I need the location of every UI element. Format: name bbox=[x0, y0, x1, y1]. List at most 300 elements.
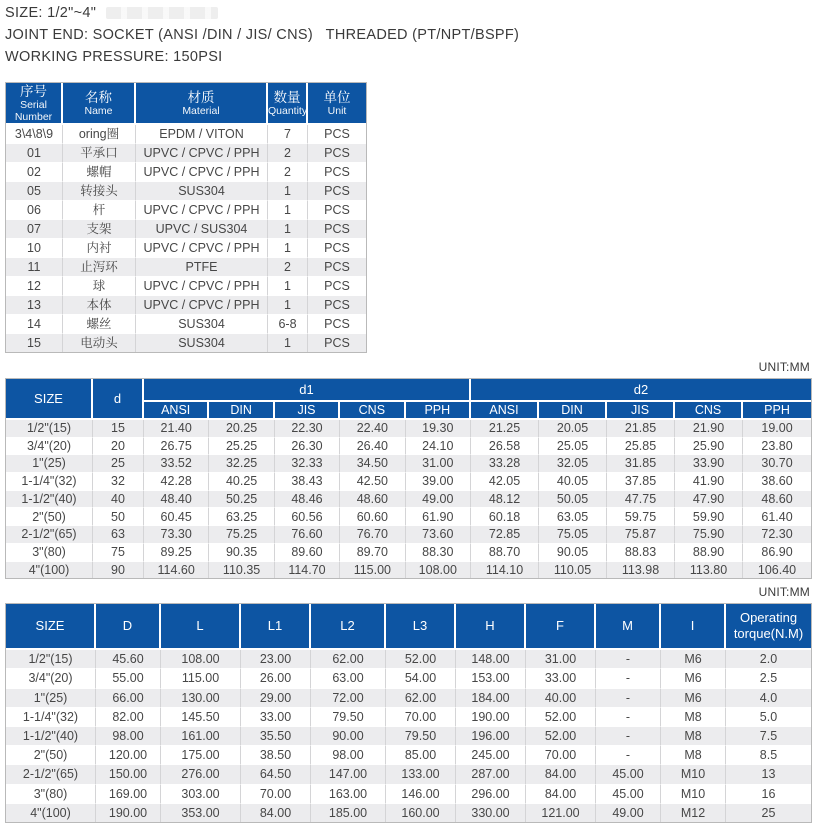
table-cell: 150.00 bbox=[96, 765, 161, 784]
table-cell: 杆 bbox=[63, 201, 136, 220]
table-cell: oring圈 bbox=[63, 125, 136, 144]
table-row bbox=[6, 669, 811, 688]
table-cell: 25.05 bbox=[539, 438, 607, 456]
standard-column-header: CNS bbox=[340, 402, 405, 420]
col-header-size: SIZE bbox=[6, 379, 93, 420]
dim-column-header: H bbox=[456, 604, 526, 650]
table-cell: 球 bbox=[63, 277, 136, 296]
table-cell: - bbox=[596, 650, 661, 669]
table-cell: 24.10 bbox=[406, 438, 471, 456]
table-cell: 2.0 bbox=[726, 650, 811, 669]
table-cell: 146.00 bbox=[386, 785, 456, 804]
parts-column-header bbox=[63, 83, 136, 125]
table-cell: 120.00 bbox=[96, 746, 161, 765]
table-cell: 25 bbox=[726, 804, 811, 822]
table-cell: 1 bbox=[268, 239, 308, 258]
table-cell: 26.58 bbox=[471, 438, 539, 456]
standard-column-header: PPH bbox=[743, 402, 811, 420]
table-cell: 59.75 bbox=[607, 508, 675, 526]
parts-column-header bbox=[136, 83, 268, 125]
table-cell: SUS304 bbox=[136, 334, 268, 352]
table-cell: 45.00 bbox=[596, 785, 661, 804]
table-cell: SUS304 bbox=[136, 182, 268, 201]
table-cell: 70.00 bbox=[526, 746, 596, 765]
table-cell: 19.00 bbox=[743, 420, 811, 438]
table-cell: 21.25 bbox=[471, 420, 539, 438]
table-cell: 1-1/2"(40) bbox=[6, 491, 93, 509]
standard-column-header: DIN bbox=[539, 402, 607, 420]
table-cell: 54.00 bbox=[386, 669, 456, 688]
table-row bbox=[6, 689, 811, 708]
table-cell: 20 bbox=[93, 438, 144, 456]
table-cell: 185.00 bbox=[311, 804, 386, 822]
table-cell: 5.0 bbox=[726, 708, 811, 727]
d-table-header bbox=[6, 379, 811, 420]
table-cell: 75.87 bbox=[607, 526, 675, 544]
table-cell: 115.00 bbox=[340, 562, 405, 579]
table-cell: 353.00 bbox=[161, 804, 241, 822]
table-cell: 121.00 bbox=[526, 804, 596, 822]
table-cell: 114.10 bbox=[471, 562, 539, 579]
table-cell: 106.40 bbox=[743, 562, 811, 579]
table-cell: M6 bbox=[661, 669, 726, 688]
table-cell: 115.00 bbox=[161, 669, 241, 688]
standard-column-header: CNS bbox=[675, 402, 743, 420]
table-cell: M12 bbox=[661, 804, 726, 822]
table-cell: PCS bbox=[308, 277, 366, 296]
table-row bbox=[6, 239, 366, 258]
parts-list-table bbox=[5, 82, 367, 353]
table-cell: 05 bbox=[6, 182, 63, 201]
table-cell: 32 bbox=[93, 473, 144, 491]
table-cell: 31.00 bbox=[406, 455, 471, 473]
table-cell: UPVC / CPVC / PPH bbox=[136, 201, 268, 220]
table-cell: EPDM / VITON bbox=[136, 125, 268, 144]
table-cell: 23.00 bbox=[241, 650, 311, 669]
redacted-watermark bbox=[106, 7, 218, 19]
table-cell: 75 bbox=[93, 544, 144, 562]
table-cell: 86.90 bbox=[743, 544, 811, 562]
table-cell: - bbox=[596, 669, 661, 688]
table-row bbox=[6, 163, 366, 182]
table-cell: 70.00 bbox=[386, 708, 456, 727]
table-cell: 21.40 bbox=[144, 420, 209, 438]
joint-end-line: JOINT END: SOCKET (ANSI /DIN / JIS/ CNS) THREADED (PT/NPT/BSPF) bbox=[5, 27, 520, 43]
table-cell: 49.00 bbox=[406, 491, 471, 509]
d-table-body bbox=[6, 420, 811, 578]
table-row bbox=[6, 296, 366, 315]
table-cell: 169.00 bbox=[96, 785, 161, 804]
table-cell: 89.25 bbox=[144, 544, 209, 562]
table-cell: 114.70 bbox=[275, 562, 340, 579]
table-cell: M8 bbox=[661, 708, 726, 727]
table-cell: PCS bbox=[308, 125, 366, 144]
diameter-dimensions-table bbox=[5, 378, 812, 579]
table-cell: PCS bbox=[308, 220, 366, 239]
column-header-zh: 单位 bbox=[323, 90, 351, 105]
table-cell: 02 bbox=[6, 163, 63, 182]
column-header-en: Serial Number bbox=[14, 99, 53, 123]
standard-column-header: ANSI bbox=[144, 402, 209, 420]
dim-column-header: L3 bbox=[386, 604, 456, 650]
table-cell: 38.60 bbox=[743, 473, 811, 491]
table-cell: 62.00 bbox=[386, 689, 456, 708]
column-header-zh: 名称 bbox=[85, 90, 112, 105]
table-row bbox=[6, 220, 366, 239]
table-cell: 130.00 bbox=[161, 689, 241, 708]
table-cell: 1 bbox=[268, 220, 308, 239]
table-cell: 76.60 bbox=[275, 526, 340, 544]
table-cell: UPVC / CPVC / PPH bbox=[136, 144, 268, 163]
table-cell: 1/2"(15) bbox=[6, 650, 96, 669]
table-cell: 22.40 bbox=[340, 420, 405, 438]
parts-table-body bbox=[6, 125, 366, 352]
table-cell: 7 bbox=[268, 125, 308, 144]
table-row bbox=[6, 650, 811, 669]
table-cell: 73.30 bbox=[144, 526, 209, 544]
table-cell: 33.52 bbox=[144, 455, 209, 473]
table-cell: 29.00 bbox=[241, 689, 311, 708]
table-cell: 螺丝 bbox=[63, 315, 136, 334]
table-cell: 113.80 bbox=[675, 562, 743, 579]
table-cell: 82.00 bbox=[96, 708, 161, 727]
table-cell: 72.85 bbox=[471, 526, 539, 544]
table-cell: PCS bbox=[308, 239, 366, 258]
dim-column-header: L bbox=[161, 604, 241, 650]
unit-row-1 bbox=[5, 358, 810, 376]
dim-column-header: F bbox=[526, 604, 596, 650]
column-header-en: Quantity bbox=[268, 105, 308, 117]
table-cell: - bbox=[596, 689, 661, 708]
table-cell: 2.5 bbox=[726, 669, 811, 688]
table-cell: 21.90 bbox=[675, 420, 743, 438]
table-cell: 161.00 bbox=[161, 727, 241, 746]
table-cell: 50.25 bbox=[209, 491, 274, 509]
parts-column-header bbox=[6, 83, 63, 125]
table-cell: 90.05 bbox=[539, 544, 607, 562]
table-cell: 48.60 bbox=[340, 491, 405, 509]
table-cell: 48.60 bbox=[743, 491, 811, 509]
table-row bbox=[6, 182, 366, 201]
table-cell: 15 bbox=[6, 334, 63, 352]
dim-column-header: Operating torque(N.M) bbox=[726, 604, 811, 650]
table-cell: 60.18 bbox=[471, 508, 539, 526]
table-cell: M8 bbox=[661, 727, 726, 746]
table-cell: 48.12 bbox=[471, 491, 539, 509]
table-row bbox=[6, 144, 366, 163]
table-row bbox=[6, 765, 811, 784]
table-cell: 3/4"(20) bbox=[6, 669, 96, 688]
parts-column-header bbox=[308, 83, 366, 125]
table-cell: 1 bbox=[268, 334, 308, 352]
table-cell: UPVC / CPVC / PPH bbox=[136, 163, 268, 182]
table-cell: 42.05 bbox=[471, 473, 539, 491]
table-cell: 止泻环 bbox=[63, 258, 136, 277]
table-cell: 25 bbox=[93, 455, 144, 473]
table-cell: 52.00 bbox=[386, 650, 456, 669]
table-cell: PCS bbox=[308, 144, 366, 163]
table-cell: 61.40 bbox=[743, 508, 811, 526]
table-cell: 84.00 bbox=[241, 804, 311, 822]
table-cell: 25.85 bbox=[607, 438, 675, 456]
table-cell: 55.00 bbox=[96, 669, 161, 688]
table-cell: 276.00 bbox=[161, 765, 241, 784]
table-cell: 190.00 bbox=[456, 708, 526, 727]
table-row bbox=[6, 508, 811, 526]
table-cell: 06 bbox=[6, 201, 63, 220]
table-cell: 75.90 bbox=[675, 526, 743, 544]
table-cell: 148.00 bbox=[456, 650, 526, 669]
table-cell: 10 bbox=[6, 239, 63, 258]
parts-column-header bbox=[268, 83, 308, 125]
table-cell: - bbox=[596, 708, 661, 727]
table-cell: 49.00 bbox=[596, 804, 661, 822]
table-cell: 31.85 bbox=[607, 455, 675, 473]
table-cell: 1"(25) bbox=[6, 689, 96, 708]
table-cell: 支架 bbox=[63, 220, 136, 239]
table-cell: 转接头 bbox=[63, 182, 136, 201]
table-row bbox=[6, 804, 811, 822]
table-cell: PCS bbox=[308, 258, 366, 277]
table-cell: 72.00 bbox=[311, 689, 386, 708]
unit-label-mm-1: UNIT:MM bbox=[758, 360, 810, 374]
table-cell: M6 bbox=[661, 689, 726, 708]
table-cell: 50.05 bbox=[539, 491, 607, 509]
table-cell: 79.50 bbox=[311, 708, 386, 727]
column-header-en: Unit bbox=[327, 105, 347, 117]
table-cell: 16 bbox=[726, 785, 811, 804]
table-cell: 90 bbox=[93, 562, 144, 579]
spec-header bbox=[5, 2, 810, 68]
table-cell: 108.00 bbox=[406, 562, 471, 579]
table-row bbox=[6, 473, 811, 491]
table-cell: 07 bbox=[6, 220, 63, 239]
table-cell: 73.60 bbox=[406, 526, 471, 544]
table-cell: 1-1/2"(40) bbox=[6, 727, 96, 746]
table-cell: 63.05 bbox=[539, 508, 607, 526]
table-cell: 39.00 bbox=[406, 473, 471, 491]
table-cell: 40.25 bbox=[209, 473, 274, 491]
table-cell: 245.00 bbox=[456, 746, 526, 765]
table-cell: 63 bbox=[93, 526, 144, 544]
table-cell: 84.00 bbox=[526, 785, 596, 804]
table-cell: UPVC / CPVC / PPH bbox=[136, 296, 268, 315]
table-row bbox=[6, 125, 366, 144]
table-cell: 40 bbox=[93, 491, 144, 509]
table-cell: 90.35 bbox=[209, 544, 274, 562]
table-cell: M6 bbox=[661, 650, 726, 669]
standard-column-header: JIS bbox=[607, 402, 675, 420]
table-row bbox=[6, 708, 811, 727]
table-row bbox=[6, 544, 811, 562]
table-cell: 1 bbox=[268, 201, 308, 220]
table-cell: 37.85 bbox=[607, 473, 675, 491]
table-row bbox=[6, 334, 366, 352]
table-cell: 63.25 bbox=[209, 508, 274, 526]
table-row bbox=[6, 746, 811, 765]
table-cell: 76.70 bbox=[340, 526, 405, 544]
table-cell: - bbox=[596, 727, 661, 746]
table-cell: 175.00 bbox=[161, 746, 241, 765]
dim-column-header: L2 bbox=[311, 604, 386, 650]
table-cell: 11 bbox=[6, 258, 63, 277]
table-cell: 196.00 bbox=[456, 727, 526, 746]
size-line-text: SIZE: 1/2"~4" bbox=[5, 5, 97, 21]
table-cell: 20.05 bbox=[539, 420, 607, 438]
table-cell: 螺帽 bbox=[63, 163, 136, 182]
table-cell: 1 bbox=[268, 182, 308, 201]
table-cell: PCS bbox=[308, 201, 366, 220]
table-cell: PCS bbox=[308, 182, 366, 201]
table-row bbox=[6, 785, 811, 804]
table-cell: 40.00 bbox=[526, 689, 596, 708]
dim-table-body bbox=[6, 650, 811, 822]
table-cell: 66.00 bbox=[96, 689, 161, 708]
main-dimensions-table bbox=[5, 603, 812, 823]
table-cell: 52.00 bbox=[526, 708, 596, 727]
table-row bbox=[6, 562, 811, 579]
table-cell: 25.90 bbox=[675, 438, 743, 456]
table-row bbox=[6, 438, 811, 456]
table-cell: - bbox=[596, 746, 661, 765]
dim-table-header bbox=[6, 604, 811, 650]
table-cell: 330.00 bbox=[456, 804, 526, 822]
table-cell: 33.00 bbox=[526, 669, 596, 688]
table-cell: UPVC / CPVC / PPH bbox=[136, 239, 268, 258]
table-cell: 48.46 bbox=[275, 491, 340, 509]
working-pressure-line: WORKING PRESSURE: 150PSI bbox=[5, 49, 223, 65]
table-cell: 1"(25) bbox=[6, 455, 93, 473]
parts-table-header bbox=[6, 83, 366, 125]
table-cell: 1/2"(15) bbox=[6, 420, 93, 438]
table-cell: 3"(80) bbox=[6, 785, 96, 804]
table-cell: M8 bbox=[661, 746, 726, 765]
dim-column-header: M bbox=[596, 604, 661, 650]
table-cell: UPVC / CPVC / PPH bbox=[136, 277, 268, 296]
table-cell: 79.50 bbox=[386, 727, 456, 746]
table-cell: 110.35 bbox=[209, 562, 274, 579]
table-cell: 98.00 bbox=[96, 727, 161, 746]
table-cell: 41.90 bbox=[675, 473, 743, 491]
standard-column-header: PPH bbox=[406, 402, 471, 420]
table-cell: 内衬 bbox=[63, 239, 136, 258]
table-cell: 2-1/2"(65) bbox=[6, 765, 96, 784]
size-line bbox=[5, 2, 810, 24]
table-cell: 114.60 bbox=[144, 562, 209, 579]
table-cell: 64.50 bbox=[241, 765, 311, 784]
table-cell: 25.25 bbox=[209, 438, 274, 456]
table-cell: 2 bbox=[268, 163, 308, 182]
table-row bbox=[6, 455, 811, 473]
dim-column-header: L1 bbox=[241, 604, 311, 650]
table-cell: 32.05 bbox=[539, 455, 607, 473]
table-row bbox=[6, 420, 811, 438]
table-cell: 3"(80) bbox=[6, 544, 93, 562]
table-cell: 26.00 bbox=[241, 669, 311, 688]
table-cell: 23.80 bbox=[743, 438, 811, 456]
table-cell: 31.00 bbox=[526, 650, 596, 669]
table-cell: 2"(50) bbox=[6, 746, 96, 765]
unit-row-2 bbox=[5, 583, 810, 601]
column-header-zh: 数量 bbox=[273, 90, 301, 105]
table-cell: 21.85 bbox=[607, 420, 675, 438]
table-cell: 60.45 bbox=[144, 508, 209, 526]
table-row bbox=[6, 201, 366, 220]
d-header-row-groups bbox=[6, 379, 811, 402]
table-cell: 1-1/4"(32) bbox=[6, 473, 93, 491]
parts-header-row bbox=[6, 83, 366, 125]
table-cell: 47.75 bbox=[607, 491, 675, 509]
table-cell: 45.00 bbox=[596, 765, 661, 784]
table-cell: 30.70 bbox=[743, 455, 811, 473]
table-cell: 45.60 bbox=[96, 650, 161, 669]
table-cell: 42.50 bbox=[340, 473, 405, 491]
table-cell: 26.40 bbox=[340, 438, 405, 456]
table-cell: 113.98 bbox=[607, 562, 675, 579]
table-cell: PCS bbox=[308, 163, 366, 182]
table-cell: 145.50 bbox=[161, 708, 241, 727]
table-cell: 1 bbox=[268, 277, 308, 296]
table-cell: 1 bbox=[268, 296, 308, 315]
table-cell: 35.50 bbox=[241, 727, 311, 746]
column-header-en: Name bbox=[84, 105, 113, 117]
table-cell: SUS304 bbox=[136, 315, 268, 334]
table-cell: M10 bbox=[661, 785, 726, 804]
table-cell: 19.30 bbox=[406, 420, 471, 438]
table-cell: 2"(50) bbox=[6, 508, 93, 526]
table-cell: 88.90 bbox=[675, 544, 743, 562]
table-cell: 153.00 bbox=[456, 669, 526, 688]
col-header-d: d bbox=[93, 379, 144, 420]
table-cell: 2 bbox=[268, 144, 308, 163]
table-cell: 62.00 bbox=[311, 650, 386, 669]
table-row bbox=[6, 315, 366, 334]
table-cell: 7.5 bbox=[726, 727, 811, 746]
col-group-d2: d2 bbox=[471, 379, 811, 402]
table-cell: 1-1/4"(32) bbox=[6, 708, 96, 727]
table-cell: 160.00 bbox=[386, 804, 456, 822]
table-cell: 4"(100) bbox=[6, 562, 93, 579]
table-cell: 75.25 bbox=[209, 526, 274, 544]
table-cell: PCS bbox=[308, 296, 366, 315]
column-header-en: Material bbox=[182, 105, 220, 117]
table-cell: 84.00 bbox=[526, 765, 596, 784]
dim-header-row bbox=[6, 604, 811, 650]
standard-column-header: ANSI bbox=[471, 402, 539, 420]
table-cell: 12 bbox=[6, 277, 63, 296]
table-cell: PCS bbox=[308, 334, 366, 352]
table-cell: 13 bbox=[6, 296, 63, 315]
table-row bbox=[6, 526, 811, 544]
table-cell: 59.90 bbox=[675, 508, 743, 526]
table-cell: 88.70 bbox=[471, 544, 539, 562]
table-cell: 190.00 bbox=[96, 804, 161, 822]
table-cell: 60.60 bbox=[340, 508, 405, 526]
table-cell: 147.00 bbox=[311, 765, 386, 784]
table-cell: 85.00 bbox=[386, 746, 456, 765]
table-cell: 88.83 bbox=[607, 544, 675, 562]
table-cell: 22.30 bbox=[275, 420, 340, 438]
table-cell: 50 bbox=[93, 508, 144, 526]
table-cell: 60.56 bbox=[275, 508, 340, 526]
table-cell: 32.25 bbox=[209, 455, 274, 473]
table-row bbox=[6, 258, 366, 277]
table-cell: 14 bbox=[6, 315, 63, 334]
dim-column-header: SIZE bbox=[6, 604, 96, 650]
table-cell: 33.00 bbox=[241, 708, 311, 727]
table-cell: 133.00 bbox=[386, 765, 456, 784]
table-cell: 70.00 bbox=[241, 785, 311, 804]
